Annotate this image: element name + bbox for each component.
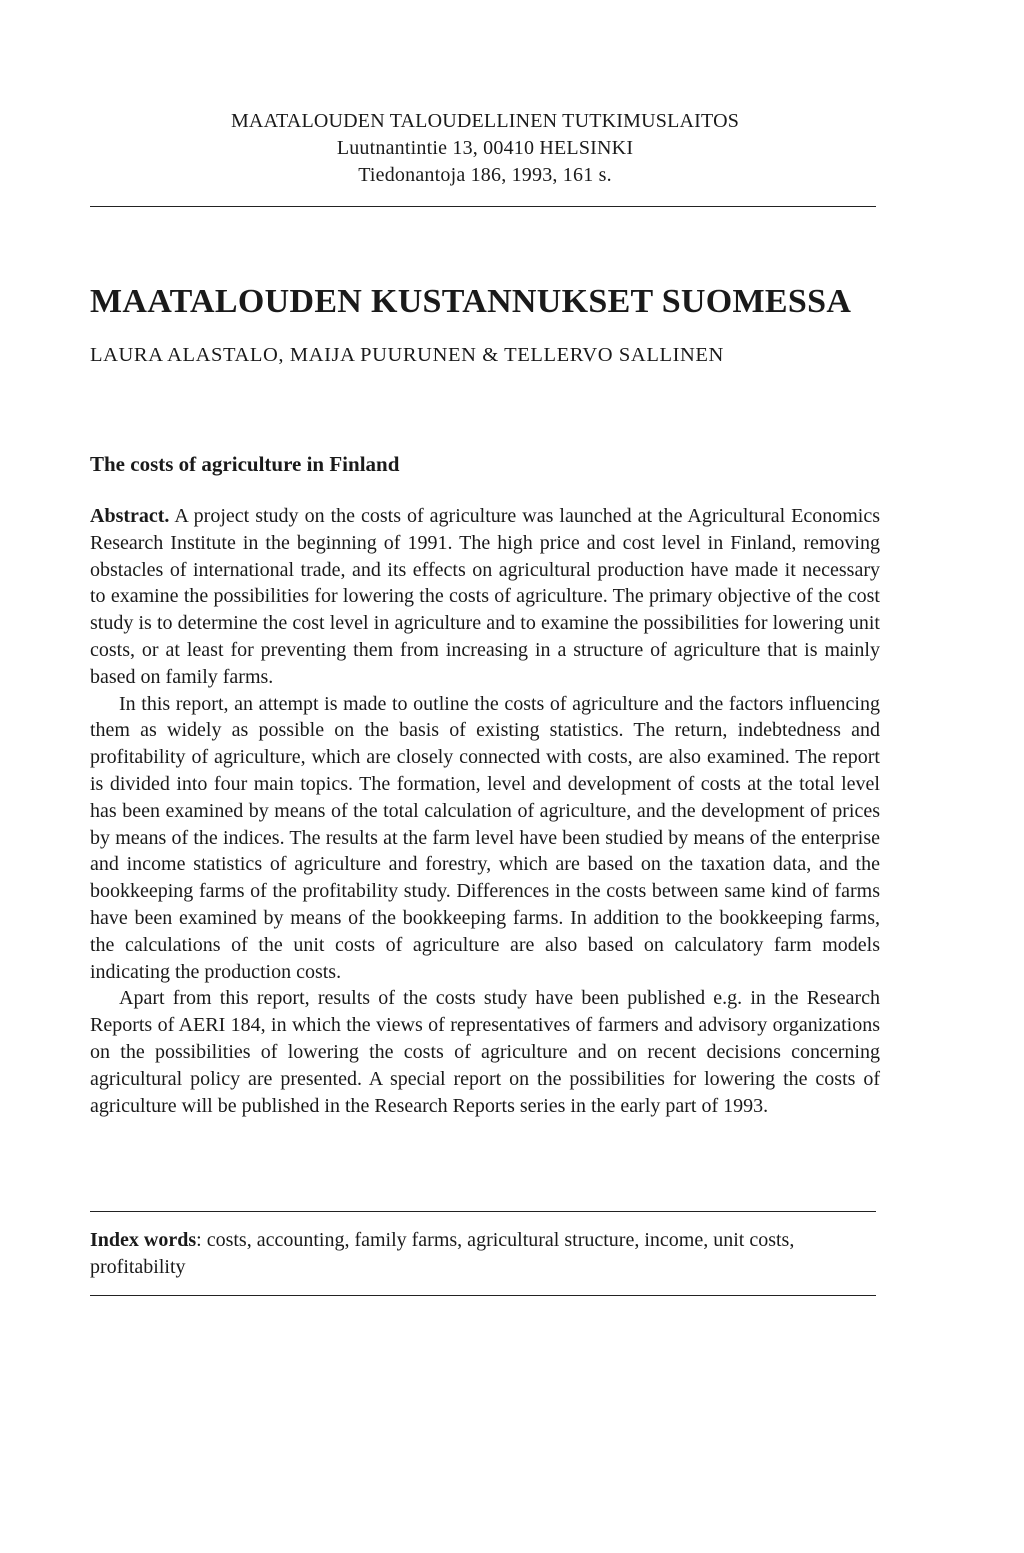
abstract-label: Abstract. xyxy=(90,505,170,527)
abstract-paragraph-1-text: A project study on the costs of agriculture was launched at the Agricultural Economics Research Institute in the beginning of 1991. The high price and cost level in Finland, removing obstacles of international trade, and its effects on agricultural production have made it necessary to examine the possibilities for lowering the costs of agriculture. The primary objective of the cost study is to determine the cost level in agriculture and to examine the possibilities for lowering unit costs, or at least for preventing them from increasing in a structure of agriculture that is mainly based on family farms. xyxy=(90,505,880,688)
english-title: The costs of agriculture in Finland xyxy=(90,452,400,476)
institute-address: Luutnantintie 13, 00410 HELSINKI xyxy=(336,137,634,159)
index-divider-bottom xyxy=(90,1295,876,1296)
abstract-paragraph-2: In this report, an attempt is made to outline the costs of agriculture and the factors influencing them as widely as possible on the basis of existing statistics. The return, indebtedness and profitability of agriculture, which are closely connected with costs, are also examined. The report is divided into four main topics. The formation, level and development of costs at the total level has been examined by means of the total calculation of agriculture, and the development of prices by means of the indices. The results at the farm level have been studied by means of the enterprise and income statistics of agriculture and forestry, which are based on the taxation data, and the bookkeeping farms of the profitability study. Differences in the costs between same kind of farms have been examined by means of the bookkeeping farms. In addition to the bookkeeping farms, the calculations of the unit costs of agriculture are also based on calculatory farm models indicating the production costs. xyxy=(90,692,880,983)
abstract-paragraph-3: Apart from this report, results of the costs study have been published e.g. in the Research Reports of AERI 184, in which the views of representatives of farmers and advisory organizations on the possibilities of lowering the costs of agriculture and on recent decisions concerning agricultural policy are presented. A special report on the possibilities for lowering the costs of agriculture will be published in the Research Reports series in the early part of 1993. xyxy=(90,987,880,1117)
abstract-paragraph-1 xyxy=(90,503,880,691)
document-title: MAATALOUDEN KUSTANNUKSET SUOMESSA xyxy=(90,283,852,320)
series-info: Tiedonantoja 186, 1993, 161 s. xyxy=(358,164,612,186)
abstract-body xyxy=(90,503,880,1119)
index-words-label: Index words xyxy=(90,1229,197,1251)
index-words-text: : costs, accounting, family farms, agricultural structure, income, unit costs, profitability xyxy=(90,1229,795,1278)
header-divider xyxy=(90,206,876,207)
index-divider-top xyxy=(90,1211,876,1212)
publication-header xyxy=(90,108,880,189)
index-words xyxy=(90,1227,880,1281)
authors-line: LAURA ALASTALO, MAIJA PUURUNEN & TELLERVO SALLINEN xyxy=(90,344,724,366)
institute-name: MAATALOUDEN TALOUDELLINEN TUTKIMUSLAITOS xyxy=(230,110,740,132)
